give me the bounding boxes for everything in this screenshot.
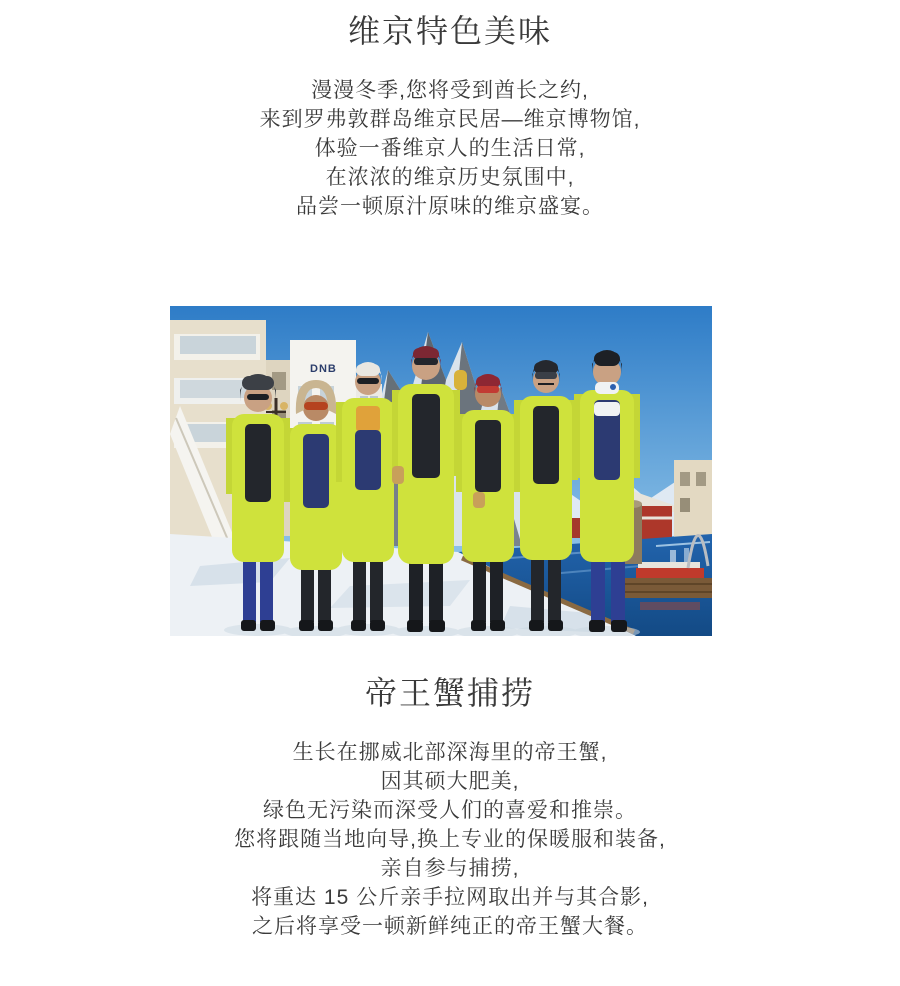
paragraph-line: 亲自参与捕捞, [380, 857, 520, 880]
dnb-sign-text: DNB [310, 363, 337, 375]
paragraph-line: 生长在挪威北部深海里的帝王蟹, [292, 741, 608, 764]
paragraph-line: 来到罗弗敦群岛维京民居—维京博物馆, [259, 108, 641, 131]
section-title-king-crab: 帝王蟹捕捞 [364, 675, 535, 711]
paragraph-line: 品尝一顿原汁原味的维京盛宴。 [296, 195, 604, 218]
section-title-viking-food: 维京特色美味 [347, 13, 552, 49]
viking-food-paragraph [0, 76, 900, 221]
group-photo-illustration [170, 306, 712, 636]
paragraph-line: 您将跟随当地向导,换上专业的保暖服和装备, [234, 828, 666, 851]
paragraph-line: 将重达 15 公斤亲手拉网取出并与其合影, [251, 886, 649, 909]
paragraph-line: 绿色无污染而深受人们的喜爱和推崇。 [263, 799, 637, 822]
paragraph-line: 在浓浓的维京历史氛围中, [325, 166, 575, 189]
king-crab-paragraph [0, 738, 900, 941]
paragraph-line: 漫漫冬季,您将受到酋长之约, [311, 79, 589, 102]
paragraph-line: 体验一番维京人的生活日常, [314, 137, 586, 160]
paragraph-line: 之后将享受一顿新鲜纯正的帝王蟹大餐。 [252, 915, 648, 938]
paragraph-line: 因其硕大肥美, [380, 770, 520, 793]
group-photo [170, 306, 712, 636]
